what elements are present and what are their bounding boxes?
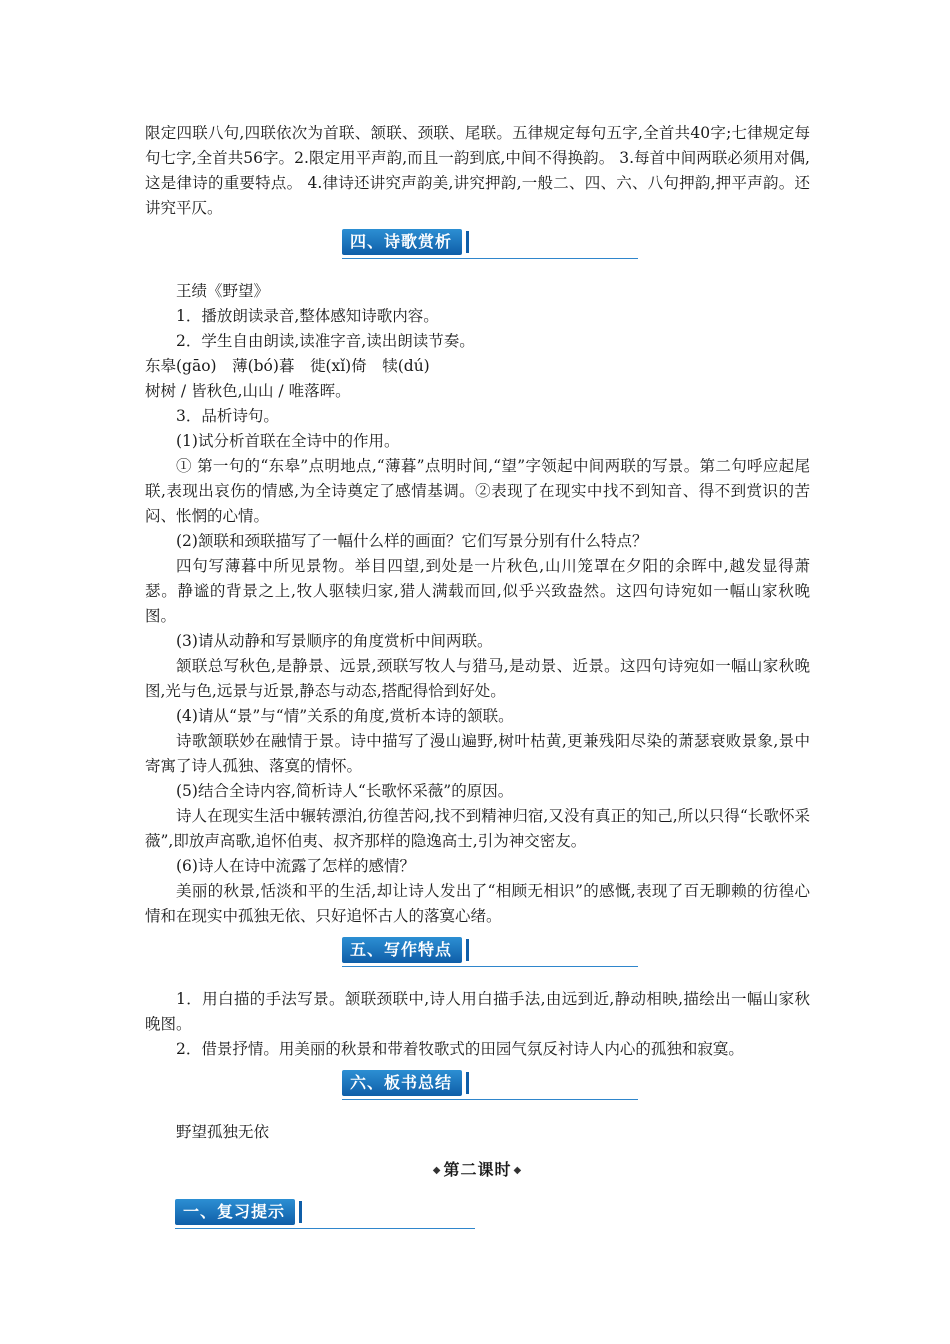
section-heading-label: 四、诗歌赏析 bbox=[342, 229, 462, 255]
pronunciation-line: 东皋(gāo) 薄(bó)暮 徙(xǐ)倚 犊(dú) bbox=[145, 357, 430, 375]
section-heading-writing-features bbox=[145, 933, 810, 973]
lesson-title-text: 第二课时 bbox=[443, 1160, 512, 1179]
question: (5)结合全诗内容,简析诗人“长歌怀采薇”的原因。 bbox=[176, 782, 514, 800]
ornament-icon: ◆ bbox=[513, 1165, 523, 1176]
question: (2)颔联和颈联描写了一幅什么样的画面？它们写景分别有什么特点？ bbox=[176, 532, 648, 550]
section-heading-label: 一、复习提示 bbox=[175, 1199, 295, 1225]
section-heading-label: 五、写作特点 bbox=[342, 937, 462, 963]
poem-title: 王绩《野望》 bbox=[176, 282, 270, 300]
section-heading-review bbox=[145, 1195, 810, 1235]
list-item: 2．借景抒情。用美丽的秋景和带着牧歌式的田园气氛反衬诗人内心的孤独和寂寞。 bbox=[176, 1040, 744, 1058]
answer: ① 第一句的“东皋”点明地点,“薄暮”点明时间,“望”字领起中间两联的写景。第二句呼应起尾联,表现出哀伤的情感,为全诗奠定了感情基调。②表现了在现实中找不到知音、得不到赏识的苦闷、怅惘的心情。 bbox=[145, 457, 811, 525]
list-item: 3．品析诗句。 bbox=[176, 407, 279, 425]
heading-underline bbox=[342, 1099, 638, 1100]
heading-underline bbox=[342, 966, 638, 967]
section-heading-board-summary bbox=[145, 1066, 810, 1106]
list-item: 1．用白描的手法写景。颔联颈联中,诗人用白描手法,由远到近,静动相映,描绘出一幅山家秋晚图。 bbox=[145, 990, 810, 1033]
list-item: 1．播放朗读录音,整体感知诗歌内容。 bbox=[176, 307, 439, 325]
answer: 诗人在现实生活中辗转漂泊,彷徨苦闷,找不到精神归宿,又没有真正的知己,所以只得“长歌怀采薇”,即放声高歌,追怀伯夷、叔齐那样的隐逸高士,引为神交密友。 bbox=[145, 807, 810, 850]
intro-paragraph: 限定四联八句,四联依次为首联、颔联、颈联、尾联。五律规定每句五字,全首共40字;七律规定每句七字,全首共56字。2.限定用平声韵,而且一韵到底,中间不得换韵。 3.每首中间两联必须用对偶,这是律诗的重要特点。 4.律诗还讲究声韵美,讲究押韵,一般二、四、六、八句押韵,押平声韵。还讲究平仄。 bbox=[145, 124, 810, 217]
section-heading-label: 六、板书总结 bbox=[342, 1070, 462, 1096]
board-summary-text: 野望孤独无依 bbox=[176, 1123, 270, 1141]
document-content bbox=[145, 121, 810, 1243]
answer: 四句写薄暮中所见景物。举目四望,到处是一片秋色,山川笼罩在夕阳的余晖中,越发显得萧瑟。静谧的背景之上,牧人驱犊归家,猎人满载而回,似乎兴致盎然。这四句诗宛如一幅山家秋晚图。 bbox=[145, 557, 810, 625]
question: (4)请从“景”与“情”关系的角度,赏析本诗的颔联。 bbox=[176, 707, 514, 725]
answer: 颔联总写秋色,是静景、远景,颈联写牧人与猎马,是动景、近景。这四句诗宛如一幅山家秋晚图,光与色,远景与近景,静态与动态,搭配得恰到好处。 bbox=[145, 657, 810, 700]
question: (1)试分析首联在全诗中的作用。 bbox=[176, 432, 400, 450]
question: (6)诗人在诗中流露了怎样的感情？ bbox=[176, 857, 415, 875]
answer: 美丽的秋景,恬淡和平的生活,却让诗人发出了“相顾无相识”的感慨,表现了百无聊赖的彷徨心情和在现实中孤独无依、只好追怀古人的落寞心绪。 bbox=[145, 882, 810, 925]
rhythm-line: 树树 / 皆秋色,山山 / 唯落晖。 bbox=[145, 382, 351, 400]
section-heading-poetry-appreciation bbox=[145, 225, 810, 265]
list-item: 2．学生自由朗读,读准字音,读出朗读节奏。 bbox=[176, 332, 475, 350]
ornament-icon: ◆ bbox=[432, 1165, 442, 1176]
heading-underline bbox=[175, 1228, 475, 1229]
heading-underline bbox=[342, 258, 638, 259]
question: (3)请从动静和写景顺序的角度赏析中间两联。 bbox=[176, 632, 493, 650]
lesson-title bbox=[145, 1157, 810, 1183]
answer: 诗歌颔联妙在融情于景。诗中描写了漫山遍野,树叶枯黄,更兼残阳尽染的萧瑟衰败景象,景中寄寓了诗人孤独、落寞的情怀。 bbox=[145, 732, 810, 775]
